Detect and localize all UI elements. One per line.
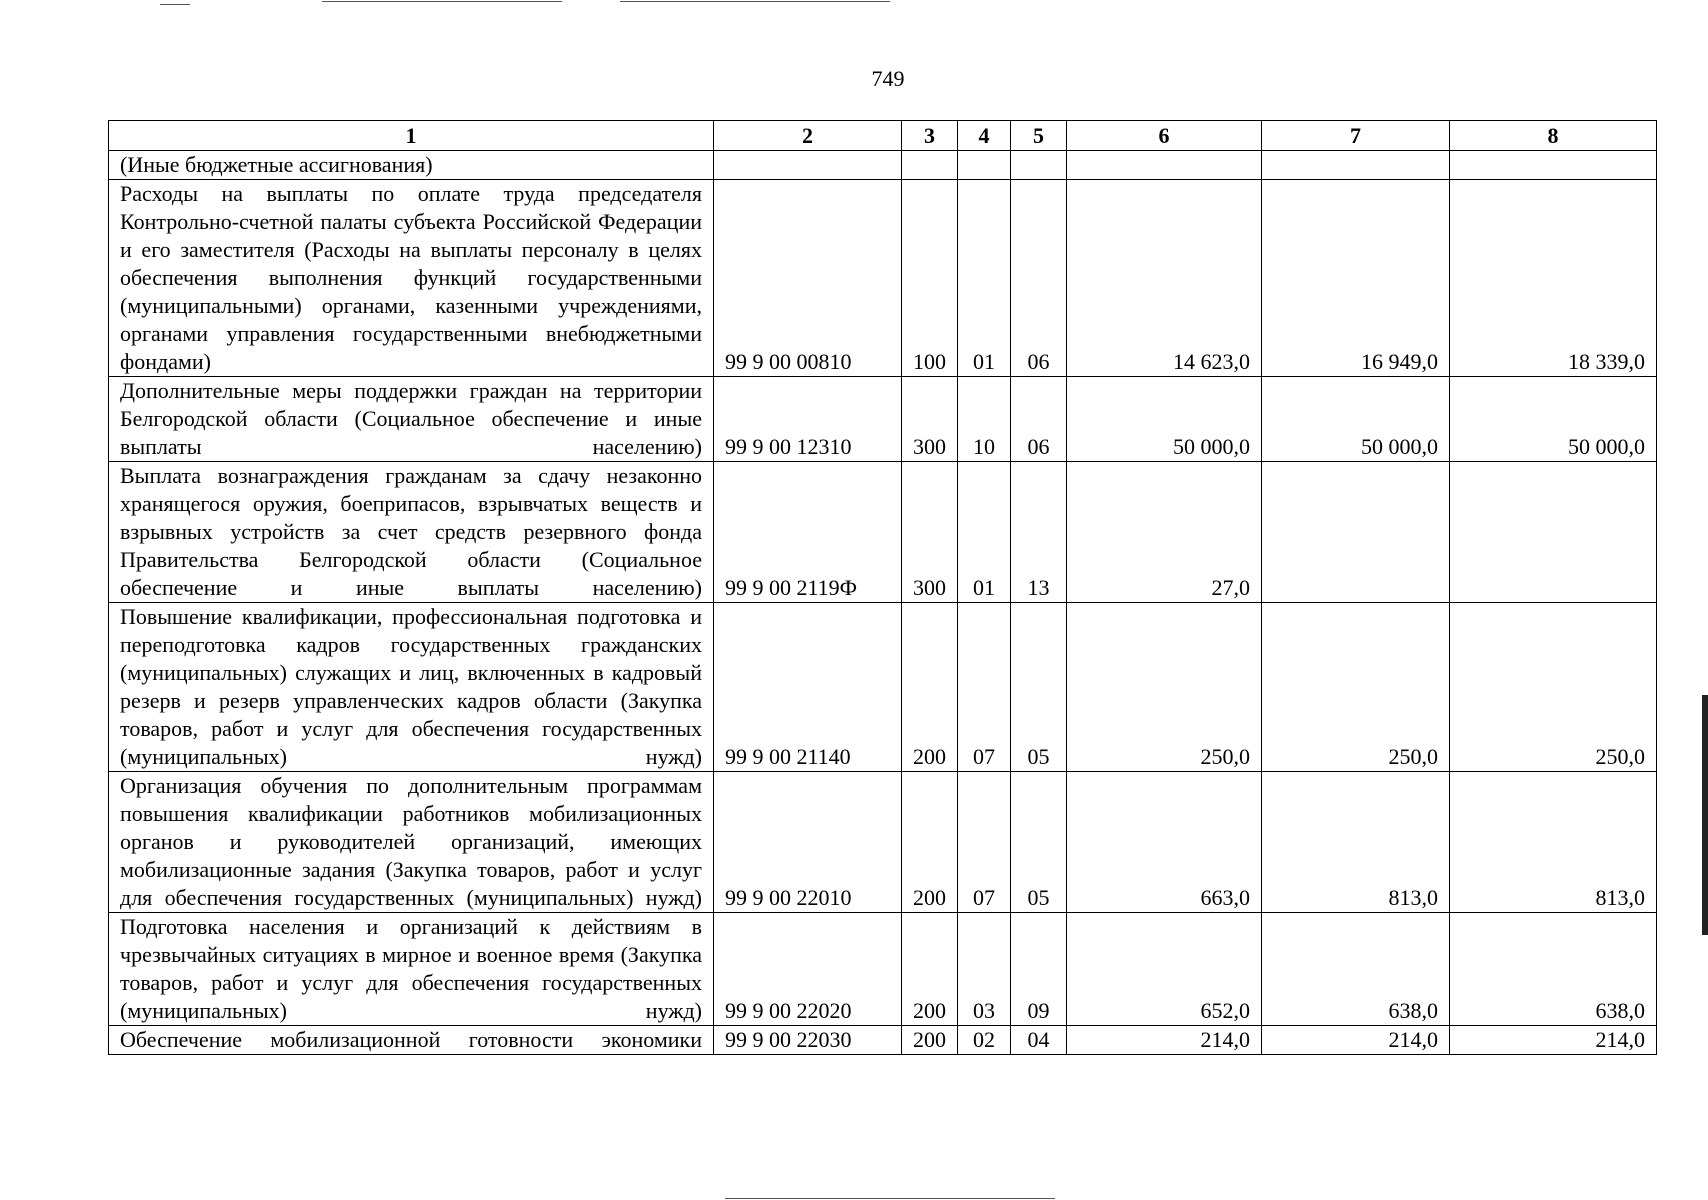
budget-table (108, 120, 1657, 1055)
section-code: 01 (958, 462, 1011, 603)
budget-code (714, 151, 902, 180)
subsection-code: 13 (1011, 462, 1067, 603)
table-row (109, 462, 1657, 603)
header-cell: 6 (1067, 121, 1262, 151)
expense-description: Подготовка населения и организаций к действиям в чрезвычайных ситуациях в мирное и военное время (Закупка товаров, работ и услуг для обеспечения государственных (муниципальных) нужд) (109, 913, 714, 1026)
amount-col7 (1262, 462, 1450, 603)
amount-col8: 214,0 (1450, 1026, 1657, 1055)
scan-artifact-line (160, 4, 190, 5)
amount-col6 (1067, 151, 1262, 180)
expense-description: Выплата вознаграждения гражданам за сдачу незаконно хранящегося оружия, боеприпасов, взрывчатых веществ и взрывных устройств за счет средств резервного фонда Правительства Белгородской области (Социальное обеспечение и иные выплаты населению) (109, 462, 714, 603)
scan-edge-shadow (1702, 695, 1708, 935)
budget-code: 99 9 00 22010 (714, 772, 902, 913)
budget-code: 99 9 00 21140 (714, 603, 902, 772)
scan-artifact-line (725, 1198, 1055, 1199)
expense-description: Повышение квалификации, профессиональная подготовка и переподготовка кадров государственных гражданских (муниципальных) служащих и лиц, включенных в кадровый резерв и резерв управленческих кадров области (Закупка товаров, работ и услуг для обеспечения государственных (муниципальных) нужд) (109, 603, 714, 772)
table-row (109, 772, 1657, 913)
scan-artifact-line (620, 1, 890, 2)
amount-col7: 638,0 (1262, 913, 1450, 1026)
amount-col8: 250,0 (1450, 603, 1657, 772)
expense-type-code: 300 (902, 462, 958, 603)
header-cell: 3 (902, 121, 958, 151)
header-cell: 4 (958, 121, 1011, 151)
table-row (109, 377, 1657, 462)
amount-col7 (1262, 151, 1450, 180)
table-row (109, 151, 1657, 180)
section-code: 01 (958, 180, 1011, 377)
subsection-code: 06 (1011, 180, 1067, 377)
section-code: 02 (958, 1026, 1011, 1055)
amount-col6: 250,0 (1067, 603, 1262, 772)
amount-col7: 16 949,0 (1262, 180, 1450, 377)
section-code: 03 (958, 913, 1011, 1026)
section-code: 07 (958, 603, 1011, 772)
header-row (109, 121, 1657, 151)
expense-type-code: 200 (902, 913, 958, 1026)
subsection-code: 05 (1011, 772, 1067, 913)
amount-col6: 50 000,0 (1067, 377, 1262, 462)
expense-description: Расходы на выплаты по оплате труда председателя Контрольно-счетной палаты субъекта Российской Федерации и его заместителя (Расходы на выплаты персоналу в целях обеспечения выполнения функций государственными (муниципальными) органами, казенными учреждениями, органами управления государственными внебюджетными фондами) (109, 180, 714, 377)
amount-col6: 663,0 (1067, 772, 1262, 913)
expense-type-code: 200 (902, 1026, 958, 1055)
amount-col7: 250,0 (1262, 603, 1450, 772)
amount-col6: 14 623,0 (1067, 180, 1262, 377)
table-row (109, 1026, 1657, 1055)
amount-col8 (1450, 151, 1657, 180)
amount-col8: 50 000,0 (1450, 377, 1657, 462)
amount-col8: 813,0 (1450, 772, 1657, 913)
expense-type-code: 100 (902, 180, 958, 377)
amount-col6: 652,0 (1067, 913, 1262, 1026)
table-row (109, 180, 1657, 377)
expense-description: Обеспечение мобилизационной готовности экономики (109, 1026, 714, 1055)
subsection-code (1011, 151, 1067, 180)
expense-type-code: 300 (902, 377, 958, 462)
amount-col7: 813,0 (1262, 772, 1450, 913)
expense-type-code (902, 151, 958, 180)
budget-code: 99 9 00 2119Ф (714, 462, 902, 603)
budget-code: 99 9 00 12310 (714, 377, 902, 462)
header-cell: 7 (1262, 121, 1450, 151)
budget-code: 99 9 00 22030 (714, 1026, 902, 1055)
section-code: 10 (958, 377, 1011, 462)
table-row (109, 603, 1657, 772)
amount-col7: 214,0 (1262, 1026, 1450, 1055)
budget-code: 99 9 00 00810 (714, 180, 902, 377)
table-row (109, 913, 1657, 1026)
header-cell: 1 (109, 121, 714, 151)
expense-description: Дополнительные меры поддержки граждан на территории Белгородской области (Социальное обеспечение и иные выплаты населению) (109, 377, 714, 462)
expense-description: (Иные бюджетные ассигнования) (109, 151, 714, 180)
budget-code: 99 9 00 22020 (714, 913, 902, 1026)
header-cell: 2 (714, 121, 902, 151)
amount-col7: 50 000,0 (1262, 377, 1450, 462)
section-code: 07 (958, 772, 1011, 913)
header-cell: 5 (1011, 121, 1067, 151)
subsection-code: 06 (1011, 377, 1067, 462)
amount-col8: 638,0 (1450, 913, 1657, 1026)
expense-type-code: 200 (902, 603, 958, 772)
subsection-code: 05 (1011, 603, 1067, 772)
amount-col8: 18 339,0 (1450, 180, 1657, 377)
header-cell: 8 (1450, 121, 1657, 151)
subsection-code: 09 (1011, 913, 1067, 1026)
expense-type-code: 200 (902, 772, 958, 913)
amount-col6: 27,0 (1067, 462, 1262, 603)
section-code (958, 151, 1011, 180)
amount-col6: 214,0 (1067, 1026, 1262, 1055)
page-number: 749 (871, 66, 905, 91)
subsection-code: 04 (1011, 1026, 1067, 1055)
expense-description: Организация обучения по дополнительным программам повышения квалификации работников мобилизационных органов и руководителей организаций, имеющих мобилизационные задания (Закупка товаров, работ и услуг для обеспечения государственных (муниципальных) нужд) (109, 772, 714, 913)
scan-artifact-line (322, 1, 562, 2)
amount-col8 (1450, 462, 1657, 603)
